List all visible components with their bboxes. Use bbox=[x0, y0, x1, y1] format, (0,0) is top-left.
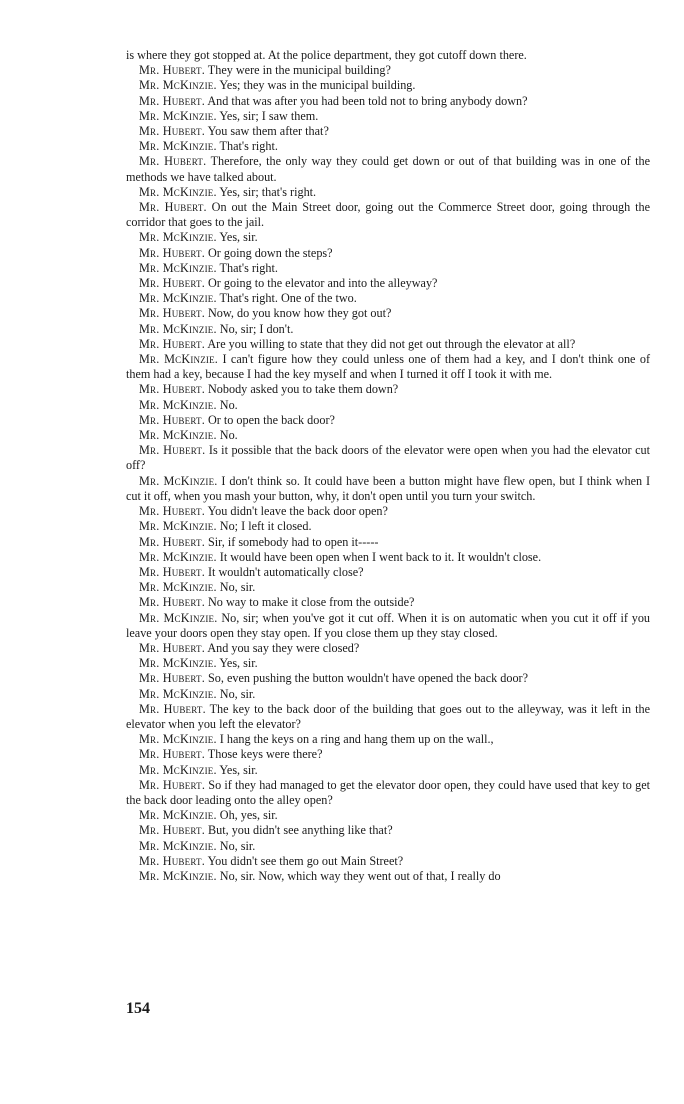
testimony-paragraph bbox=[126, 382, 650, 397]
testimony-paragraph bbox=[126, 109, 650, 124]
testimony-text: They were in the municipal building? bbox=[207, 63, 391, 78]
testimony-text: Is it possible that the back doors of the elevator were open when you had the elevator cut off? bbox=[126, 443, 650, 473]
testimony-paragraph bbox=[126, 611, 650, 641]
testimony-paragraph bbox=[126, 535, 650, 550]
speaker-label: Mr. Hubert. bbox=[139, 276, 205, 291]
testimony-paragraph bbox=[126, 732, 650, 747]
speaker-label: Mr. Hubert. bbox=[139, 853, 205, 868]
speaker-label: Mr. McKinzie. bbox=[139, 184, 217, 199]
speaker-label: Mr. McKinzie. bbox=[139, 686, 217, 701]
testimony-paragraph bbox=[126, 671, 650, 686]
speaker-label: Mr. Hubert. bbox=[139, 777, 206, 792]
testimony-paragraph bbox=[126, 398, 650, 413]
speaker-label: Mr. McKinzie. bbox=[139, 321, 217, 336]
testimony-paragraph bbox=[126, 641, 650, 656]
testimony-paragraph bbox=[126, 580, 650, 595]
speaker-label: Mr. McKinzie. bbox=[139, 610, 218, 625]
testimony-paragraph bbox=[126, 519, 650, 534]
testimony-paragraph bbox=[126, 352, 650, 382]
testimony-text: Yes, sir. bbox=[219, 230, 258, 245]
speaker-label: Mr. Hubert. bbox=[139, 564, 205, 579]
testimony-text: And you say they were closed? bbox=[207, 640, 360, 655]
testimony-paragraph bbox=[126, 94, 650, 109]
testimony-paragraph bbox=[126, 823, 650, 838]
testimony-text: Therefore, the only way they could get down or out of that building was in one of the methods we have talked about. bbox=[126, 154, 650, 184]
testimony-paragraph bbox=[126, 687, 650, 702]
speaker-label: Mr. Hubert. bbox=[139, 823, 205, 838]
testimony-text: I can't figure how they could unless one of them had a key, and I don't think one of them had a key, because I had the key myself and when I turned it off I took it with me. bbox=[126, 352, 651, 382]
testimony-paragraph bbox=[126, 230, 650, 245]
testimony-paragraph bbox=[126, 747, 650, 762]
testimony-paragraph bbox=[126, 839, 650, 854]
testimony-paragraph bbox=[126, 261, 650, 276]
speaker-label: Mr. Hubert. bbox=[139, 671, 205, 686]
speaker-label: Mr. Hubert. bbox=[139, 63, 205, 78]
testimony-text: You didn't leave the back door open? bbox=[207, 504, 388, 519]
testimony-text: That's right. One of the two. bbox=[219, 291, 357, 306]
speaker-label: Mr. McKinzie. bbox=[139, 230, 217, 245]
testimony-text: No. bbox=[219, 397, 238, 412]
testimony-text: You didn't see them go out Main Street? bbox=[207, 853, 404, 868]
testimony-text: No, sir; I don't. bbox=[219, 321, 294, 336]
page-number: 154 bbox=[126, 1000, 150, 1017]
speaker-label: Mr. McKinzie. bbox=[139, 580, 217, 595]
testimony-text: That's right. bbox=[219, 260, 278, 275]
testimony-paragraph bbox=[126, 656, 650, 671]
testimony-text: Or to open the back door? bbox=[208, 412, 335, 427]
speaker-label: Mr. Hubert. bbox=[139, 124, 205, 139]
speaker-label: Mr. Hubert. bbox=[139, 336, 205, 351]
speaker-label: Mr. McKinzie. bbox=[139, 397, 217, 412]
testimony-text: The key to the back door of the building that goes out to the alleyway, was it left in the elevator when you left the elevator? bbox=[126, 701, 650, 731]
testimony-text: I don't think so. It could have been a button might have flew open, but I think when I cut it off, when you mash your button, why, it don't open until you turn your switch. bbox=[126, 473, 651, 503]
testimony-text: Those keys were there? bbox=[207, 747, 323, 762]
testimony-text: Sir, if somebody had to open it----- bbox=[208, 534, 379, 549]
testimony-text: No. bbox=[219, 428, 238, 443]
testimony-text: No, sir. bbox=[219, 686, 256, 701]
testimony-paragraph bbox=[126, 474, 650, 504]
testimony-paragraph bbox=[126, 306, 650, 321]
testimony-text: Nobody asked you to take them down? bbox=[208, 382, 399, 397]
speaker-label: Mr. McKinzie. bbox=[139, 291, 217, 306]
testimony-text: You saw them after that? bbox=[207, 124, 329, 139]
speaker-label: Mr. Hubert. bbox=[139, 747, 205, 762]
speaker-label: Mr. McKinzie. bbox=[139, 732, 217, 747]
testimony-paragraph bbox=[126, 124, 650, 139]
testimony-text: No, sir; when you've got it cut off. When it is on automatic when you cut it off if you leave your doors open they stay open. If you close them up they stay closed. bbox=[126, 610, 651, 640]
speaker-label: Mr. Hubert. bbox=[139, 534, 205, 549]
testimony-paragraph bbox=[126, 702, 650, 732]
testimony-text: Now, do you know how they got out? bbox=[208, 306, 392, 321]
speaker-label: Mr. Hubert. bbox=[139, 93, 205, 108]
testimony-paragraph bbox=[126, 550, 650, 565]
testimony-text: No; I left it closed. bbox=[219, 519, 312, 534]
speaker-label: Mr. Hubert. bbox=[139, 443, 206, 458]
testimony-text: Yes, sir. bbox=[219, 656, 258, 671]
testimony-paragraph bbox=[126, 778, 650, 808]
testimony-paragraph bbox=[126, 337, 650, 352]
testimony-paragraph bbox=[126, 595, 650, 610]
speaker-label: Mr. Hubert. bbox=[139, 412, 205, 427]
testimony-text: It would have been open when I went back to it. It wouldn't close. bbox=[219, 549, 542, 564]
speaker-label: Mr. Hubert. bbox=[139, 701, 206, 716]
speaker-label: Mr. Hubert. bbox=[139, 200, 207, 215]
speaker-label: Mr. McKinzie. bbox=[139, 139, 217, 154]
speaker-label: Mr. McKinzie. bbox=[139, 260, 217, 275]
testimony-paragraph bbox=[126, 139, 650, 154]
testimony-text: is where they got stopped at. At the police department, they got cutoff down there. bbox=[126, 48, 527, 62]
speaker-label: Mr. McKinzie. bbox=[139, 519, 217, 534]
testimony-paragraph bbox=[126, 869, 650, 884]
testimony-text: I hang the keys on a ring and hang them up on the wall., bbox=[219, 732, 494, 747]
testimony-text: No, sir. Now, which way they went out of that, I really do bbox=[219, 868, 501, 883]
testimony-paragraph bbox=[126, 200, 650, 230]
testimony-paragraph bbox=[126, 291, 650, 306]
speaker-label: Mr. Hubert. bbox=[139, 504, 205, 519]
testimony-paragraph bbox=[126, 48, 650, 63]
testimony-text: No, sir. bbox=[219, 580, 256, 595]
testimony-text: Or going down the steps? bbox=[208, 245, 333, 260]
testimony-paragraph bbox=[126, 854, 650, 869]
testimony-text: Oh, yes, sir. bbox=[219, 808, 278, 823]
testimony-paragraph bbox=[126, 276, 650, 291]
speaker-label: Mr. McKinzie. bbox=[139, 808, 217, 823]
testimony-text: So, even pushing the button wouldn't have opened the back door? bbox=[208, 671, 529, 686]
testimony-paragraph bbox=[126, 413, 650, 428]
speaker-label: Mr. Hubert. bbox=[139, 640, 205, 655]
testimony-text: Yes, sir; I saw them. bbox=[219, 108, 319, 123]
testimony-paragraph bbox=[126, 504, 650, 519]
testimony-paragraph bbox=[126, 246, 650, 261]
testimony-text: That's right. bbox=[219, 139, 278, 154]
testimony-paragraph bbox=[126, 154, 650, 184]
testimony-text: Yes, sir; that's right. bbox=[219, 184, 317, 199]
testimony-paragraph bbox=[126, 428, 650, 443]
testimony-text: Or going to the elevator and into the alleyway? bbox=[208, 276, 438, 291]
testimony-text: Yes; they was in the municipal building. bbox=[219, 78, 416, 93]
testimony-text: But, you didn't see anything like that? bbox=[208, 823, 393, 838]
testimony-paragraph bbox=[126, 185, 650, 200]
speaker-label: Mr. Hubert. bbox=[139, 595, 205, 610]
testimony-paragraph bbox=[126, 808, 650, 823]
testimony-text: No, sir. bbox=[219, 838, 256, 853]
speaker-label: Mr. McKinzie. bbox=[139, 549, 217, 564]
speaker-label: Mr. McKinzie. bbox=[139, 428, 217, 443]
speaker-label: Mr. Hubert. bbox=[139, 154, 207, 169]
speaker-label: Mr. Hubert. bbox=[139, 306, 205, 321]
speaker-label: Mr. Hubert. bbox=[139, 245, 205, 260]
testimony-paragraph bbox=[126, 763, 650, 778]
speaker-label: Mr. McKinzie. bbox=[139, 868, 217, 883]
speaker-label: Mr. McKinzie. bbox=[139, 473, 218, 488]
speaker-label: Mr. McKinzie. bbox=[139, 78, 217, 93]
testimony-text: Are you willing to state that they did not get out through the elevator at all? bbox=[207, 336, 576, 351]
testimony-paragraph bbox=[126, 443, 650, 473]
speaker-label: Mr. McKinzie. bbox=[139, 762, 217, 777]
transcript-page bbox=[126, 48, 650, 884]
speaker-label: Mr. McKinzie. bbox=[139, 656, 217, 671]
testimony-paragraph bbox=[126, 78, 650, 93]
speaker-label: Mr. McKinzie. bbox=[139, 108, 217, 123]
testimony-paragraph bbox=[126, 322, 650, 337]
speaker-label: Mr. McKinzie. bbox=[139, 352, 219, 367]
testimony-text: On out the Main Street door, going out the Commerce Street door, going through the corridor that goes to the jail. bbox=[126, 200, 650, 230]
testimony-text: So if they had managed to get the elevator door open, they could have used that key to get the back door leading onto the alley open? bbox=[126, 777, 650, 807]
speaker-label: Mr. Hubert. bbox=[139, 382, 205, 397]
testimony-text: It wouldn't automatically close? bbox=[208, 564, 364, 579]
testimony-paragraph bbox=[126, 63, 650, 78]
testimony-paragraph bbox=[126, 565, 650, 580]
testimony-text: Yes, sir. bbox=[219, 762, 258, 777]
testimony-text: And that was after you had been told not to bring anybody down? bbox=[207, 93, 528, 108]
speaker-label: Mr. McKinzie. bbox=[139, 838, 217, 853]
testimony-text: No way to make it close from the outside? bbox=[208, 595, 415, 610]
